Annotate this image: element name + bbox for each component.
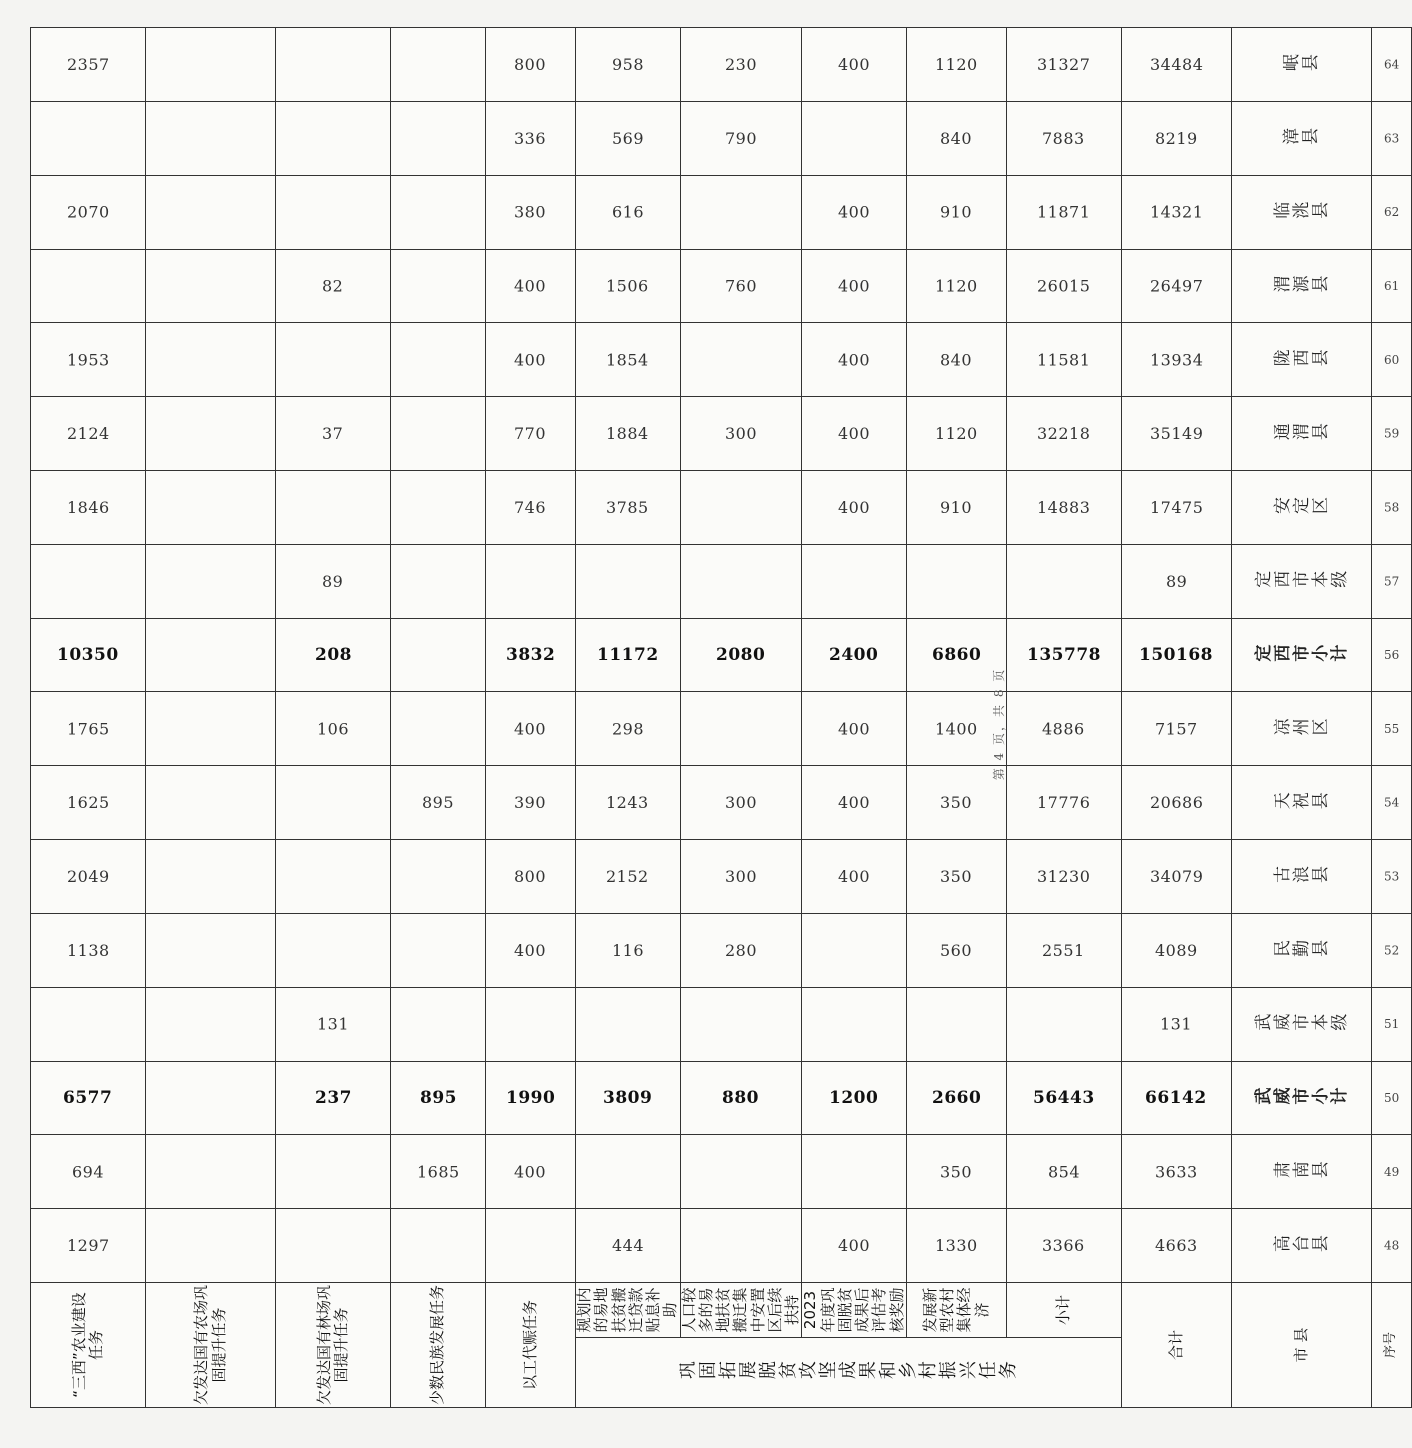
value-cell: 131 — [276, 987, 391, 1061]
table-row — [1231, 28, 1371, 1408]
index-cell: 59 — [1371, 397, 1411, 471]
value-cell — [802, 544, 907, 618]
value-cell: 800 — [486, 840, 576, 914]
county-name-cell: 民勤县 — [1231, 913, 1371, 987]
value-cell — [276, 913, 391, 987]
value-cell: 230 — [680, 28, 802, 102]
value-cell: 37 — [276, 397, 391, 471]
value-cell: 13934 — [1121, 323, 1231, 397]
value-cell — [146, 840, 276, 914]
value-cell — [146, 766, 276, 840]
index-cell: 52 — [1371, 913, 1411, 987]
column-header: 序号 — [1371, 1282, 1411, 1407]
county-name-cell: 定西市本级 — [1231, 544, 1371, 618]
value-cell — [391, 471, 486, 545]
index-cell: 60 — [1371, 323, 1411, 397]
value-cell — [276, 101, 391, 175]
value-cell: 400 — [486, 323, 576, 397]
value-cell: 66142 — [1121, 1061, 1231, 1135]
value-cell — [1006, 544, 1121, 618]
value-cell — [680, 175, 802, 249]
value-cell: 34484 — [1121, 28, 1231, 102]
value-cell — [391, 544, 486, 618]
value-cell: 7157 — [1121, 692, 1231, 766]
value-cell — [391, 101, 486, 175]
index-cell: 49 — [1371, 1135, 1411, 1209]
value-cell: 910 — [906, 471, 1006, 545]
value-cell — [31, 101, 146, 175]
value-cell: 2357 — [31, 28, 146, 102]
value-cell: 10350 — [31, 618, 146, 692]
table-row — [1371, 28, 1411, 1408]
index-cell: 55 — [1371, 692, 1411, 766]
table-row — [146, 28, 276, 1408]
value-cell: 1506 — [576, 249, 681, 323]
table-row — [276, 28, 391, 1408]
value-cell: 790 — [680, 101, 802, 175]
value-cell: 2660 — [906, 1061, 1006, 1135]
value-cell: 2080 — [680, 618, 802, 692]
value-cell: 2124 — [31, 397, 146, 471]
value-cell — [680, 1135, 802, 1209]
county-name-cell: 武威市小计 — [1231, 1061, 1371, 1135]
value-cell: 1990 — [486, 1061, 576, 1135]
value-cell: 17475 — [1121, 471, 1231, 545]
index-cell: 51 — [1371, 987, 1411, 1061]
value-cell: 3366 — [1006, 1209, 1121, 1283]
value-cell — [802, 101, 907, 175]
value-cell: 4663 — [1121, 1209, 1231, 1283]
value-cell: 2152 — [576, 840, 681, 914]
value-cell — [391, 618, 486, 692]
value-cell: 208 — [276, 618, 391, 692]
value-cell: 400 — [486, 249, 576, 323]
value-cell: 694 — [31, 1135, 146, 1209]
value-cell — [146, 175, 276, 249]
column-header: 合计 — [1121, 1282, 1231, 1407]
county-name-cell: 陇西县 — [1231, 323, 1371, 397]
value-cell: 1765 — [31, 692, 146, 766]
value-cell: 800 — [486, 28, 576, 102]
value-cell — [680, 1209, 802, 1283]
value-cell: 116 — [576, 913, 681, 987]
value-cell — [276, 28, 391, 102]
value-cell: 3832 — [486, 618, 576, 692]
column-header: “三西”农业建设任务 — [31, 1282, 146, 1407]
value-cell — [31, 249, 146, 323]
value-cell: 3809 — [576, 1061, 681, 1135]
value-cell — [146, 471, 276, 545]
value-cell: 135778 — [1006, 618, 1121, 692]
value-cell: 400 — [802, 471, 907, 545]
value-cell: 34079 — [1121, 840, 1231, 914]
table-row — [31, 28, 146, 1408]
value-cell — [276, 1135, 391, 1209]
county-name-cell: 定西市小计 — [1231, 618, 1371, 692]
value-cell — [391, 397, 486, 471]
value-cell: 760 — [680, 249, 802, 323]
value-cell: 400 — [802, 397, 907, 471]
value-cell — [146, 1061, 276, 1135]
index-cell: 58 — [1371, 471, 1411, 545]
value-cell: 560 — [906, 913, 1006, 987]
value-cell: 854 — [1006, 1135, 1121, 1209]
value-cell: 6577 — [31, 1061, 146, 1135]
value-cell: 910 — [906, 175, 1006, 249]
value-cell: 2070 — [31, 175, 146, 249]
value-cell: 106 — [276, 692, 391, 766]
value-cell — [146, 913, 276, 987]
value-cell — [276, 840, 391, 914]
value-cell: 35149 — [1121, 397, 1231, 471]
value-cell: 958 — [576, 28, 681, 102]
value-cell — [486, 1209, 576, 1283]
value-cell: 1400 — [906, 692, 1006, 766]
value-cell — [391, 28, 486, 102]
value-cell: 131 — [1121, 987, 1231, 1061]
task-table — [30, 27, 1412, 1408]
value-cell — [146, 692, 276, 766]
value-cell: 400 — [486, 692, 576, 766]
value-cell: 31327 — [1006, 28, 1121, 102]
value-cell — [391, 987, 486, 1061]
value-cell — [576, 987, 681, 1061]
value-cell: 746 — [486, 471, 576, 545]
value-cell — [146, 544, 276, 618]
value-cell: 1884 — [576, 397, 681, 471]
value-cell: 444 — [576, 1209, 681, 1283]
column-header: 欠发达国有农场巩固提升任务 — [146, 1282, 276, 1407]
value-cell — [680, 323, 802, 397]
value-cell — [146, 323, 276, 397]
value-cell: 400 — [486, 1135, 576, 1209]
county-name-cell: 古浪县 — [1231, 840, 1371, 914]
value-cell — [391, 840, 486, 914]
value-cell: 32218 — [1006, 397, 1121, 471]
value-cell: 1854 — [576, 323, 681, 397]
column-header: 市 县 — [1231, 1282, 1371, 1407]
column-header: 以工代赈任务 — [486, 1282, 576, 1407]
value-cell — [486, 987, 576, 1061]
value-cell — [31, 987, 146, 1061]
value-cell: 1120 — [906, 397, 1006, 471]
column-header: 2023年度巩固脱贫成果后评估考核奖励 — [802, 1282, 907, 1337]
value-cell — [391, 1209, 486, 1283]
value-cell: 895 — [391, 766, 486, 840]
value-cell: 400 — [486, 913, 576, 987]
index-cell: 62 — [1371, 175, 1411, 249]
value-cell: 400 — [802, 1209, 907, 1283]
value-cell: 14321 — [1121, 175, 1231, 249]
value-cell — [391, 323, 486, 397]
value-cell — [31, 544, 146, 618]
county-name-cell: 武威市本级 — [1231, 987, 1371, 1061]
header-group-label: 巩固拓展脱贫攻坚成果和乡村振兴任务 — [576, 1338, 1122, 1408]
value-cell: 336 — [486, 101, 576, 175]
value-cell — [802, 987, 907, 1061]
value-cell — [680, 544, 802, 618]
page-footer: 第 4 页，共 8 页 — [992, 667, 1006, 781]
value-cell: 400 — [802, 249, 907, 323]
value-cell: 1625 — [31, 766, 146, 840]
value-cell: 2400 — [802, 618, 907, 692]
value-cell: 840 — [906, 101, 1006, 175]
table-row — [486, 28, 576, 1408]
value-cell: 300 — [680, 397, 802, 471]
value-cell — [486, 544, 576, 618]
value-cell: 1243 — [576, 766, 681, 840]
index-cell: 64 — [1371, 28, 1411, 102]
value-cell — [1006, 987, 1121, 1061]
value-cell — [146, 397, 276, 471]
value-cell: 2049 — [31, 840, 146, 914]
value-cell: 350 — [906, 766, 1006, 840]
value-cell: 3633 — [1121, 1135, 1231, 1209]
value-cell: 237 — [276, 1061, 391, 1135]
index-cell: 50 — [1371, 1061, 1411, 1135]
value-cell — [276, 471, 391, 545]
table-row — [802, 28, 907, 1408]
value-cell: 400 — [802, 323, 907, 397]
value-cell: 1120 — [906, 249, 1006, 323]
value-cell: 569 — [576, 101, 681, 175]
value-cell — [146, 618, 276, 692]
value-cell: 400 — [802, 766, 907, 840]
value-cell — [391, 692, 486, 766]
index-cell: 61 — [1371, 249, 1411, 323]
value-cell: 11871 — [1006, 175, 1121, 249]
column-header: 规划内的易地扶贫搬迁贷款贴息补助 — [576, 1282, 681, 1337]
value-cell: 1953 — [31, 323, 146, 397]
column-header: 人口较多的易地扶贫搬迁集中安置区后续扶持 — [680, 1282, 802, 1337]
value-cell — [576, 1135, 681, 1209]
value-cell: 1297 — [31, 1209, 146, 1283]
value-cell: 880 — [680, 1061, 802, 1135]
county-name-cell: 凉州区 — [1231, 692, 1371, 766]
table-row — [391, 28, 486, 1408]
value-cell: 280 — [680, 913, 802, 987]
value-cell — [146, 1209, 276, 1283]
value-cell: 11581 — [1006, 323, 1121, 397]
value-cell: 300 — [680, 766, 802, 840]
value-cell — [802, 1135, 907, 1209]
value-cell: 89 — [1121, 544, 1231, 618]
value-cell: 1200 — [802, 1061, 907, 1135]
column-header: 发展新型农村集体经济 — [906, 1282, 1006, 1337]
column-header: 欠发达国有林场巩固提升任务 — [276, 1282, 391, 1407]
value-cell: 1120 — [906, 28, 1006, 102]
value-cell: 380 — [486, 175, 576, 249]
index-cell: 54 — [1371, 766, 1411, 840]
value-cell — [802, 913, 907, 987]
value-cell — [146, 249, 276, 323]
value-cell — [146, 101, 276, 175]
county-name-cell: 肃南县 — [1231, 1135, 1371, 1209]
value-cell: 1138 — [31, 913, 146, 987]
table-row — [1121, 28, 1231, 1408]
value-cell — [276, 175, 391, 249]
column-header: 少数民族发展任务 — [391, 1282, 486, 1407]
county-name-cell: 安定区 — [1231, 471, 1371, 545]
county-name-cell: 高台县 — [1231, 1209, 1371, 1283]
value-cell: 400 — [802, 28, 907, 102]
value-cell: 400 — [802, 840, 907, 914]
value-cell: 6860 — [906, 618, 1006, 692]
value-cell — [680, 987, 802, 1061]
value-cell: 400 — [802, 175, 907, 249]
value-cell: 895 — [391, 1061, 486, 1135]
value-cell: 390 — [486, 766, 576, 840]
value-cell: 400 — [802, 692, 907, 766]
value-cell: 56443 — [1006, 1061, 1121, 1135]
value-cell — [680, 692, 802, 766]
value-cell: 4089 — [1121, 913, 1231, 987]
value-cell: 17776 — [1006, 766, 1121, 840]
value-cell: 150168 — [1121, 618, 1231, 692]
value-cell — [146, 28, 276, 102]
value-cell: 7883 — [1006, 101, 1121, 175]
value-cell — [576, 544, 681, 618]
index-cell: 63 — [1371, 101, 1411, 175]
index-cell: 53 — [1371, 840, 1411, 914]
value-cell: 11172 — [576, 618, 681, 692]
value-cell: 2551 — [1006, 913, 1121, 987]
value-cell: 82 — [276, 249, 391, 323]
value-cell: 20686 — [1121, 766, 1231, 840]
index-cell: 48 — [1371, 1209, 1411, 1283]
county-name-cell: 天祝县 — [1231, 766, 1371, 840]
value-cell: 840 — [906, 323, 1006, 397]
index-cell: 56 — [1371, 618, 1411, 692]
value-cell — [276, 1209, 391, 1283]
county-name-cell: 漳县 — [1231, 101, 1371, 175]
value-cell: 1846 — [31, 471, 146, 545]
table-row — [680, 28, 802, 1408]
table-row — [1006, 28, 1121, 1408]
county-name-cell: 渭源县 — [1231, 249, 1371, 323]
value-cell: 1685 — [391, 1135, 486, 1209]
value-cell — [146, 1135, 276, 1209]
value-cell — [276, 323, 391, 397]
value-cell: 4886 — [1006, 692, 1121, 766]
value-cell: 26015 — [1006, 249, 1121, 323]
index-cell: 57 — [1371, 544, 1411, 618]
value-cell: 26497 — [1121, 249, 1231, 323]
value-cell: 616 — [576, 175, 681, 249]
county-name-cell: 岷县 — [1231, 28, 1371, 102]
value-cell: 31230 — [1006, 840, 1121, 914]
value-cell: 89 — [276, 544, 391, 618]
value-cell — [391, 175, 486, 249]
value-cell: 3785 — [576, 471, 681, 545]
value-cell — [391, 913, 486, 987]
county-name-cell: 临洮县 — [1231, 175, 1371, 249]
county-name-cell: 通渭县 — [1231, 397, 1371, 471]
value-cell: 298 — [576, 692, 681, 766]
value-cell: 300 — [680, 840, 802, 914]
value-cell — [391, 249, 486, 323]
value-cell: 8219 — [1121, 101, 1231, 175]
value-cell — [276, 766, 391, 840]
value-cell: 350 — [906, 1135, 1006, 1209]
value-cell: 14883 — [1006, 471, 1121, 545]
value-cell — [146, 987, 276, 1061]
column-header: 小计 — [1006, 1282, 1121, 1337]
value-cell: 1330 — [906, 1209, 1006, 1283]
table-row — [576, 28, 681, 1408]
value-cell: 350 — [906, 840, 1006, 914]
value-cell — [680, 471, 802, 545]
value-cell: 770 — [486, 397, 576, 471]
